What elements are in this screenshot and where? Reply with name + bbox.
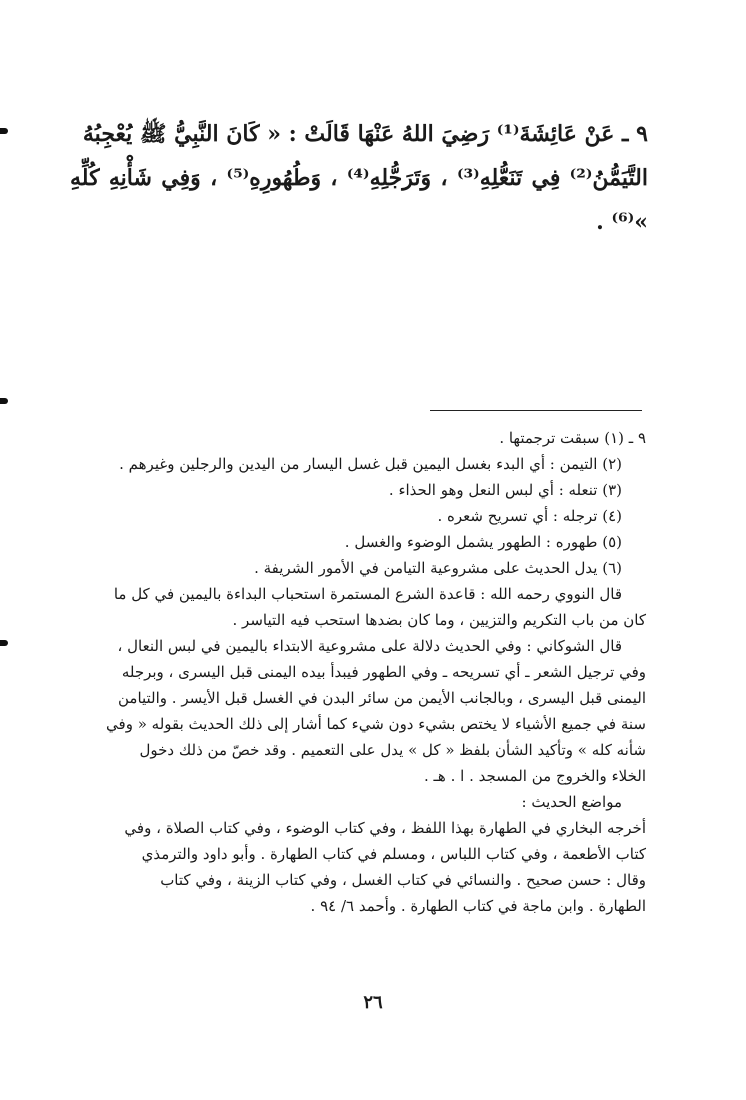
source-line: وقال : حسن صحيح . والنسائي في كتاب الغسل ، وفي كتاب الزينة ، وفي كتاب [160, 871, 646, 889]
commentary-line: قال النووي رحمه الله : قاعدة الشرع المستمرة استحباب البداءة باليمين في كل ما [113, 585, 622, 603]
page-number: ٢٦ [363, 992, 383, 1013]
commentary-line: اليمنى قبل اليسرى ، وبالجانب الأيمن من سائر البدن في الغسل قبل الأيسر . والتيامن [117, 689, 646, 707]
source-line: كتاب الأطعمة ، وفي كتاب اللباس ، ومسلم في كتاب الطهارة . وأبو داود والترمذي [141, 845, 646, 863]
scan-margin-mark [0, 640, 8, 646]
commentary-line: وفي ترجيل الشعر ـ أي تسريحه ـ وفي الطهور فيبدأ بيده اليمنى قبل اليسرى ، وبرجله [121, 663, 646, 681]
sources-heading: مواضع الحديث : [521, 793, 622, 811]
commentary-line: قال الشوكاني : وفي الحديث دلالة على مشروعية الابتداء باليمين في لبس النعال ، [117, 637, 622, 655]
footnote-line: ٩ ـ (١) سبقت ترجمتها . [499, 429, 646, 447]
shawkani-commentary [72, 633, 646, 789]
hadith-text [70, 112, 648, 244]
commentary-line: الخلاء والخروج من المسجد . ا . هـ . [423, 767, 646, 785]
commentary-line: سنة في جميع الأشياء لا يختص بشيء دون شيء كما أشار إلى ذلك الحديث بقوله « وفي [106, 715, 646, 733]
scan-margin-mark [0, 398, 8, 404]
footnote-line: (٢) التيمن : أي البدء بغسل اليمين قبل غسل اليسار من اليدين والرجلين وغيرهم . [119, 455, 622, 473]
hadith-sources [72, 815, 646, 919]
source-line: الطهارة . وابن ماجة في كتاب الطهارة . وأحمد ٦/ ٩٤ . [310, 897, 646, 915]
footnote-line: (٦) يدل الحديث على مشروعية التيامن في الأمور الشريفة . [254, 559, 622, 577]
commentary-line: كان من باب التكريم والتزيين ، وما كان بضدها استحب فيه التياسر . [232, 611, 646, 629]
hadith-line: ٩ ـ عَنْ عَائِشَةَ⁽¹⁾ رَضِيَ اللهُ عَنْهَا قَالَتْ : « كَانَ النَّبِيُّ ﷺ يُعْجِبُهُ [82, 121, 648, 147]
footnote-line: (٥) طهوره : الطهور يشمل الوضوء والغسل . [344, 533, 622, 551]
footnotes [72, 425, 646, 919]
footnote-line: (٣) تنعله : أي لبس النعل وهو الحذاء . [388, 481, 622, 499]
nawawi-commentary [72, 581, 646, 633]
footnote-line: (٤) ترجله : أي تسريح شعره . [437, 507, 622, 525]
footnote-separator [430, 410, 642, 411]
scan-margin-mark [0, 128, 8, 134]
hadith-line: التَّيَمُّنُ⁽²⁾ فِي تَنَعُّلِهِ⁽³⁾ ، وَتَرَجُّلِهِ⁽⁴⁾ ، وَطُهُورِهِ⁽⁵⁾ ، وَفِي شَأْنِهِ كُلِّهِ »⁽⁶⁾ . [70, 165, 648, 235]
source-line: أخرجه البخاري في الطهارة بهذا اللفظ ، وفي كتاب الوضوء ، وفي كتاب الصلاة ، وفي [124, 819, 646, 837]
commentary-line: شأنه كله » وتأكيد الشأن بلفظ « كل » يدل على التعميم . وقد خصّ من ذلك دخول [139, 741, 646, 759]
